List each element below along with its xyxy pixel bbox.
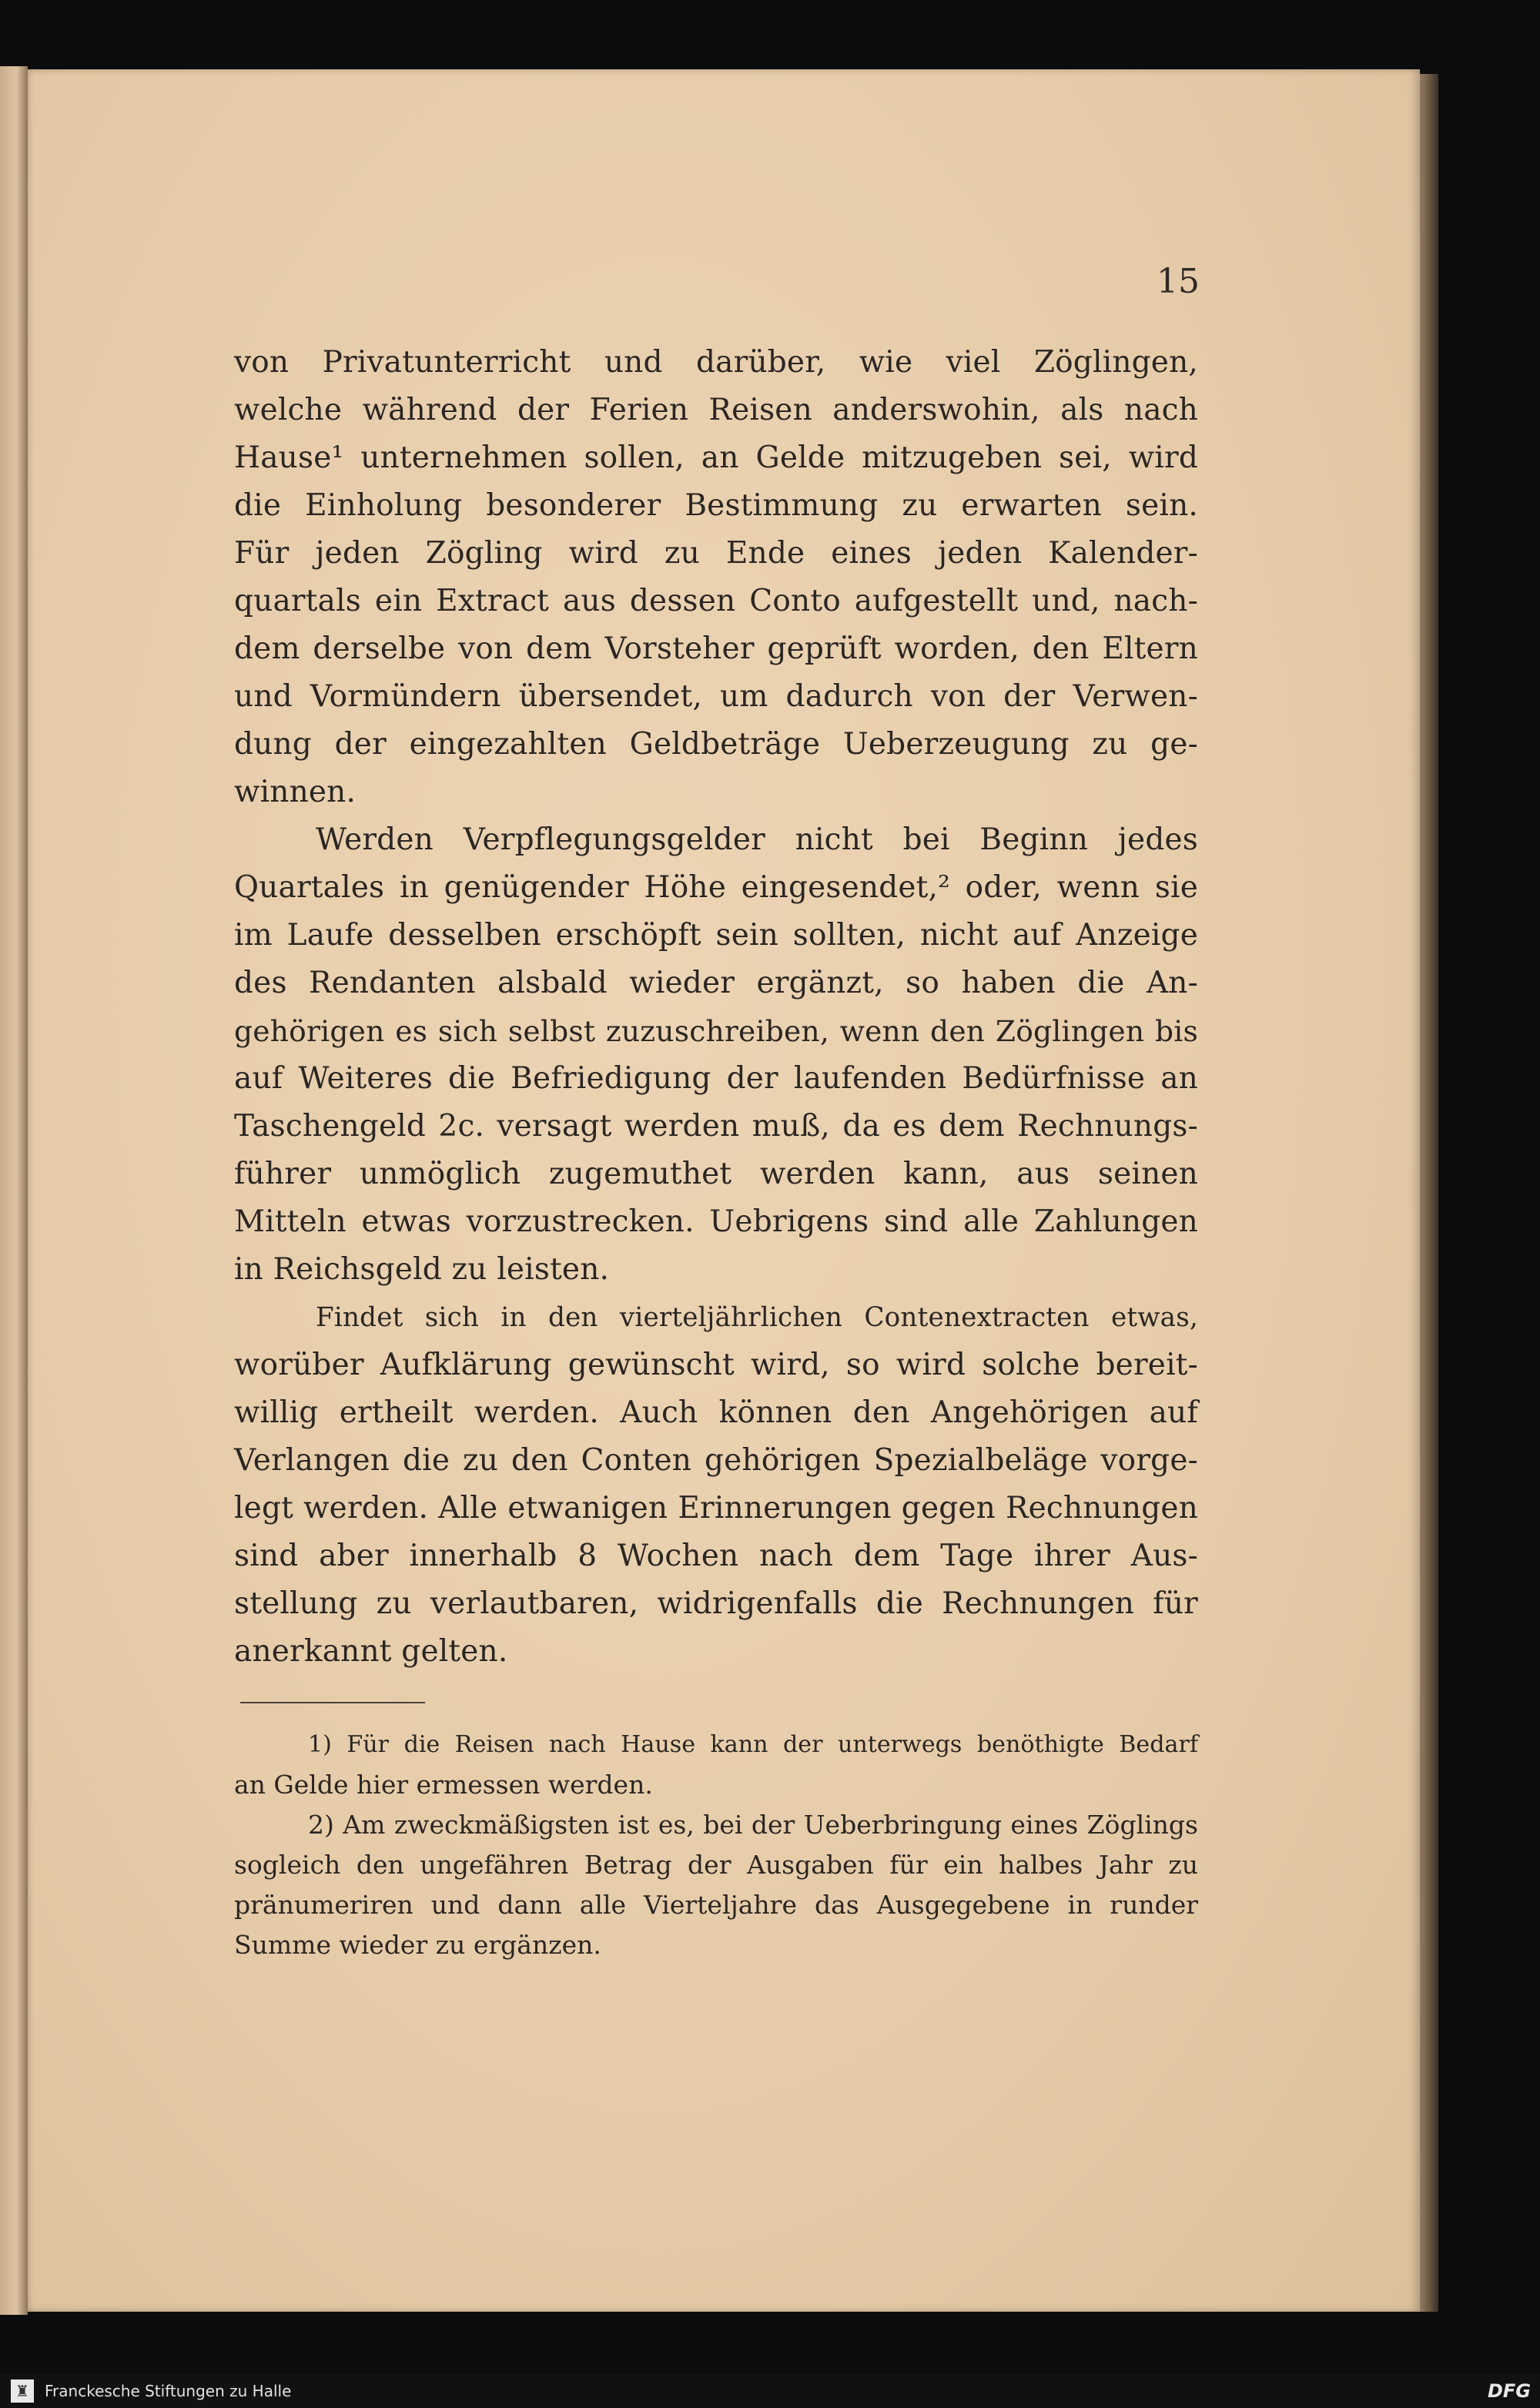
text-line: willig ertheilt werden. Auch können den Angehörigen auf bbox=[234, 1395, 1198, 1430]
footnote-separator bbox=[240, 1702, 425, 1703]
footnote-line: an Gelde hier ermessen werden. bbox=[234, 1770, 653, 1800]
footnote bbox=[234, 1725, 1198, 1805]
text-line: worüber Aufklärung gewünscht wird, so wird solche bereit- bbox=[234, 1348, 1198, 1382]
text-line: legt werden. Alle etwanigen Erinnerungen gegen Rechnungen bbox=[234, 1491, 1198, 1526]
paragraph bbox=[234, 339, 1198, 816]
text-line: Verlangen die zu den Conten gehörigen Spezialbeläge vorge- bbox=[234, 1443, 1198, 1478]
footnotes bbox=[234, 1725, 1198, 1965]
footnote-line: 1) Für die Reisen nach Hause kann der unterwegs benöthigte Bedarf bbox=[308, 1731, 1198, 1758]
text-line: Quartales in genügender Höhe eingesendet,² oder, wenn sie bbox=[234, 870, 1198, 905]
text-line: gehörigen es sich selbst zuzuschreiben, wenn den Zöglingen bis bbox=[234, 1014, 1198, 1048]
text-line: Taschengeld 2c. versagt werden muß, da es dem Rechnungs- bbox=[234, 1109, 1198, 1144]
text-line: stellung zu verlautbaren, widrigenfalls die Rechnungen für bbox=[234, 1586, 1198, 1621]
paragraph bbox=[234, 1294, 1198, 1676]
text-line: in Reichsgeld zu leisten. bbox=[234, 1252, 610, 1287]
text-line: führer unmöglich zugemuthet werden kann, aus seinen bbox=[234, 1157, 1198, 1191]
body-text bbox=[234, 339, 1198, 1676]
paragraph bbox=[234, 816, 1198, 1294]
text-line: Mitteln etwas vorzustrecken. Uebrigens sind alle Zahlungen bbox=[234, 1204, 1198, 1239]
previous-page-edge bbox=[0, 66, 28, 2315]
text-line: anerkannt gelten. bbox=[234, 1634, 508, 1669]
institution-credit: Franckesche Stiftungen zu Halle bbox=[45, 2382, 292, 2400]
text-line: und Vormündern übersendet, um dadurch von der Verwen- bbox=[234, 679, 1198, 714]
text-line: Für jeden Zögling wird zu Ende eines jeden Kalender- bbox=[234, 536, 1198, 571]
text-line: welche während der Ferien Reisen anderswohin, als nach bbox=[234, 393, 1198, 427]
footnote-line: 2) Am zweckmäßigsten ist es, bei der Ueberbringung eines Zöglings bbox=[308, 1810, 1198, 1840]
page-number: 15 bbox=[1157, 262, 1200, 301]
text-line: dung der eingezahlten Geldbeträge Ueberzeugung zu ge- bbox=[234, 727, 1198, 762]
text-line: quartals ein Extract aus dessen Conto aufgestellt und, nach- bbox=[234, 584, 1198, 618]
dfg-logo: DFG bbox=[1487, 2380, 1531, 2402]
text-line: Findet sich in den vierteljährlichen Contenextracten etwas, bbox=[316, 1302, 1198, 1333]
text-line: sind aber innerhalb 8 Wochen nach dem Tage ihrer Aus- bbox=[234, 1539, 1198, 1573]
footnote bbox=[234, 1805, 1198, 1965]
francke-crest-icon: ♜ bbox=[11, 2380, 34, 2403]
text-line: im Laufe desselben erschöpft sein sollten, nicht auf Anzeige bbox=[234, 918, 1198, 953]
footnote-line: sogleich den ungefähren Betrag der Ausgaben für ein halbes Jahr zu bbox=[234, 1850, 1198, 1880]
text-line: von Privatunterricht und darüber, wie viel Zöglingen, bbox=[234, 345, 1198, 380]
text-line: Werden Verpflegungsgelder nicht bei Beginn jedes bbox=[316, 822, 1198, 857]
text-line: dem derselbe von dem Vorsteher geprüft worden, den Eltern bbox=[234, 631, 1198, 666]
footnote-line: Summe wieder zu ergänzen. bbox=[234, 1930, 601, 1960]
text-line: Hause¹ unternehmen sollen, an Gelde mitzugeben sei, wird bbox=[234, 440, 1198, 475]
footnote-line: pränumeriren und dann alle Vierteljahre das Ausgegebene in runder bbox=[234, 1890, 1198, 1920]
text-line: des Rendanten alsbald wieder ergänzt, so haben die An- bbox=[234, 966, 1198, 1000]
text-line: die Einholung besonderer Bestimmung zu erwarten sein. bbox=[234, 488, 1198, 523]
text-line: auf Weiteres die Befriedigung der laufenden Bedürfnisse an bbox=[234, 1061, 1198, 1096]
text-line: winnen. bbox=[234, 775, 357, 809]
